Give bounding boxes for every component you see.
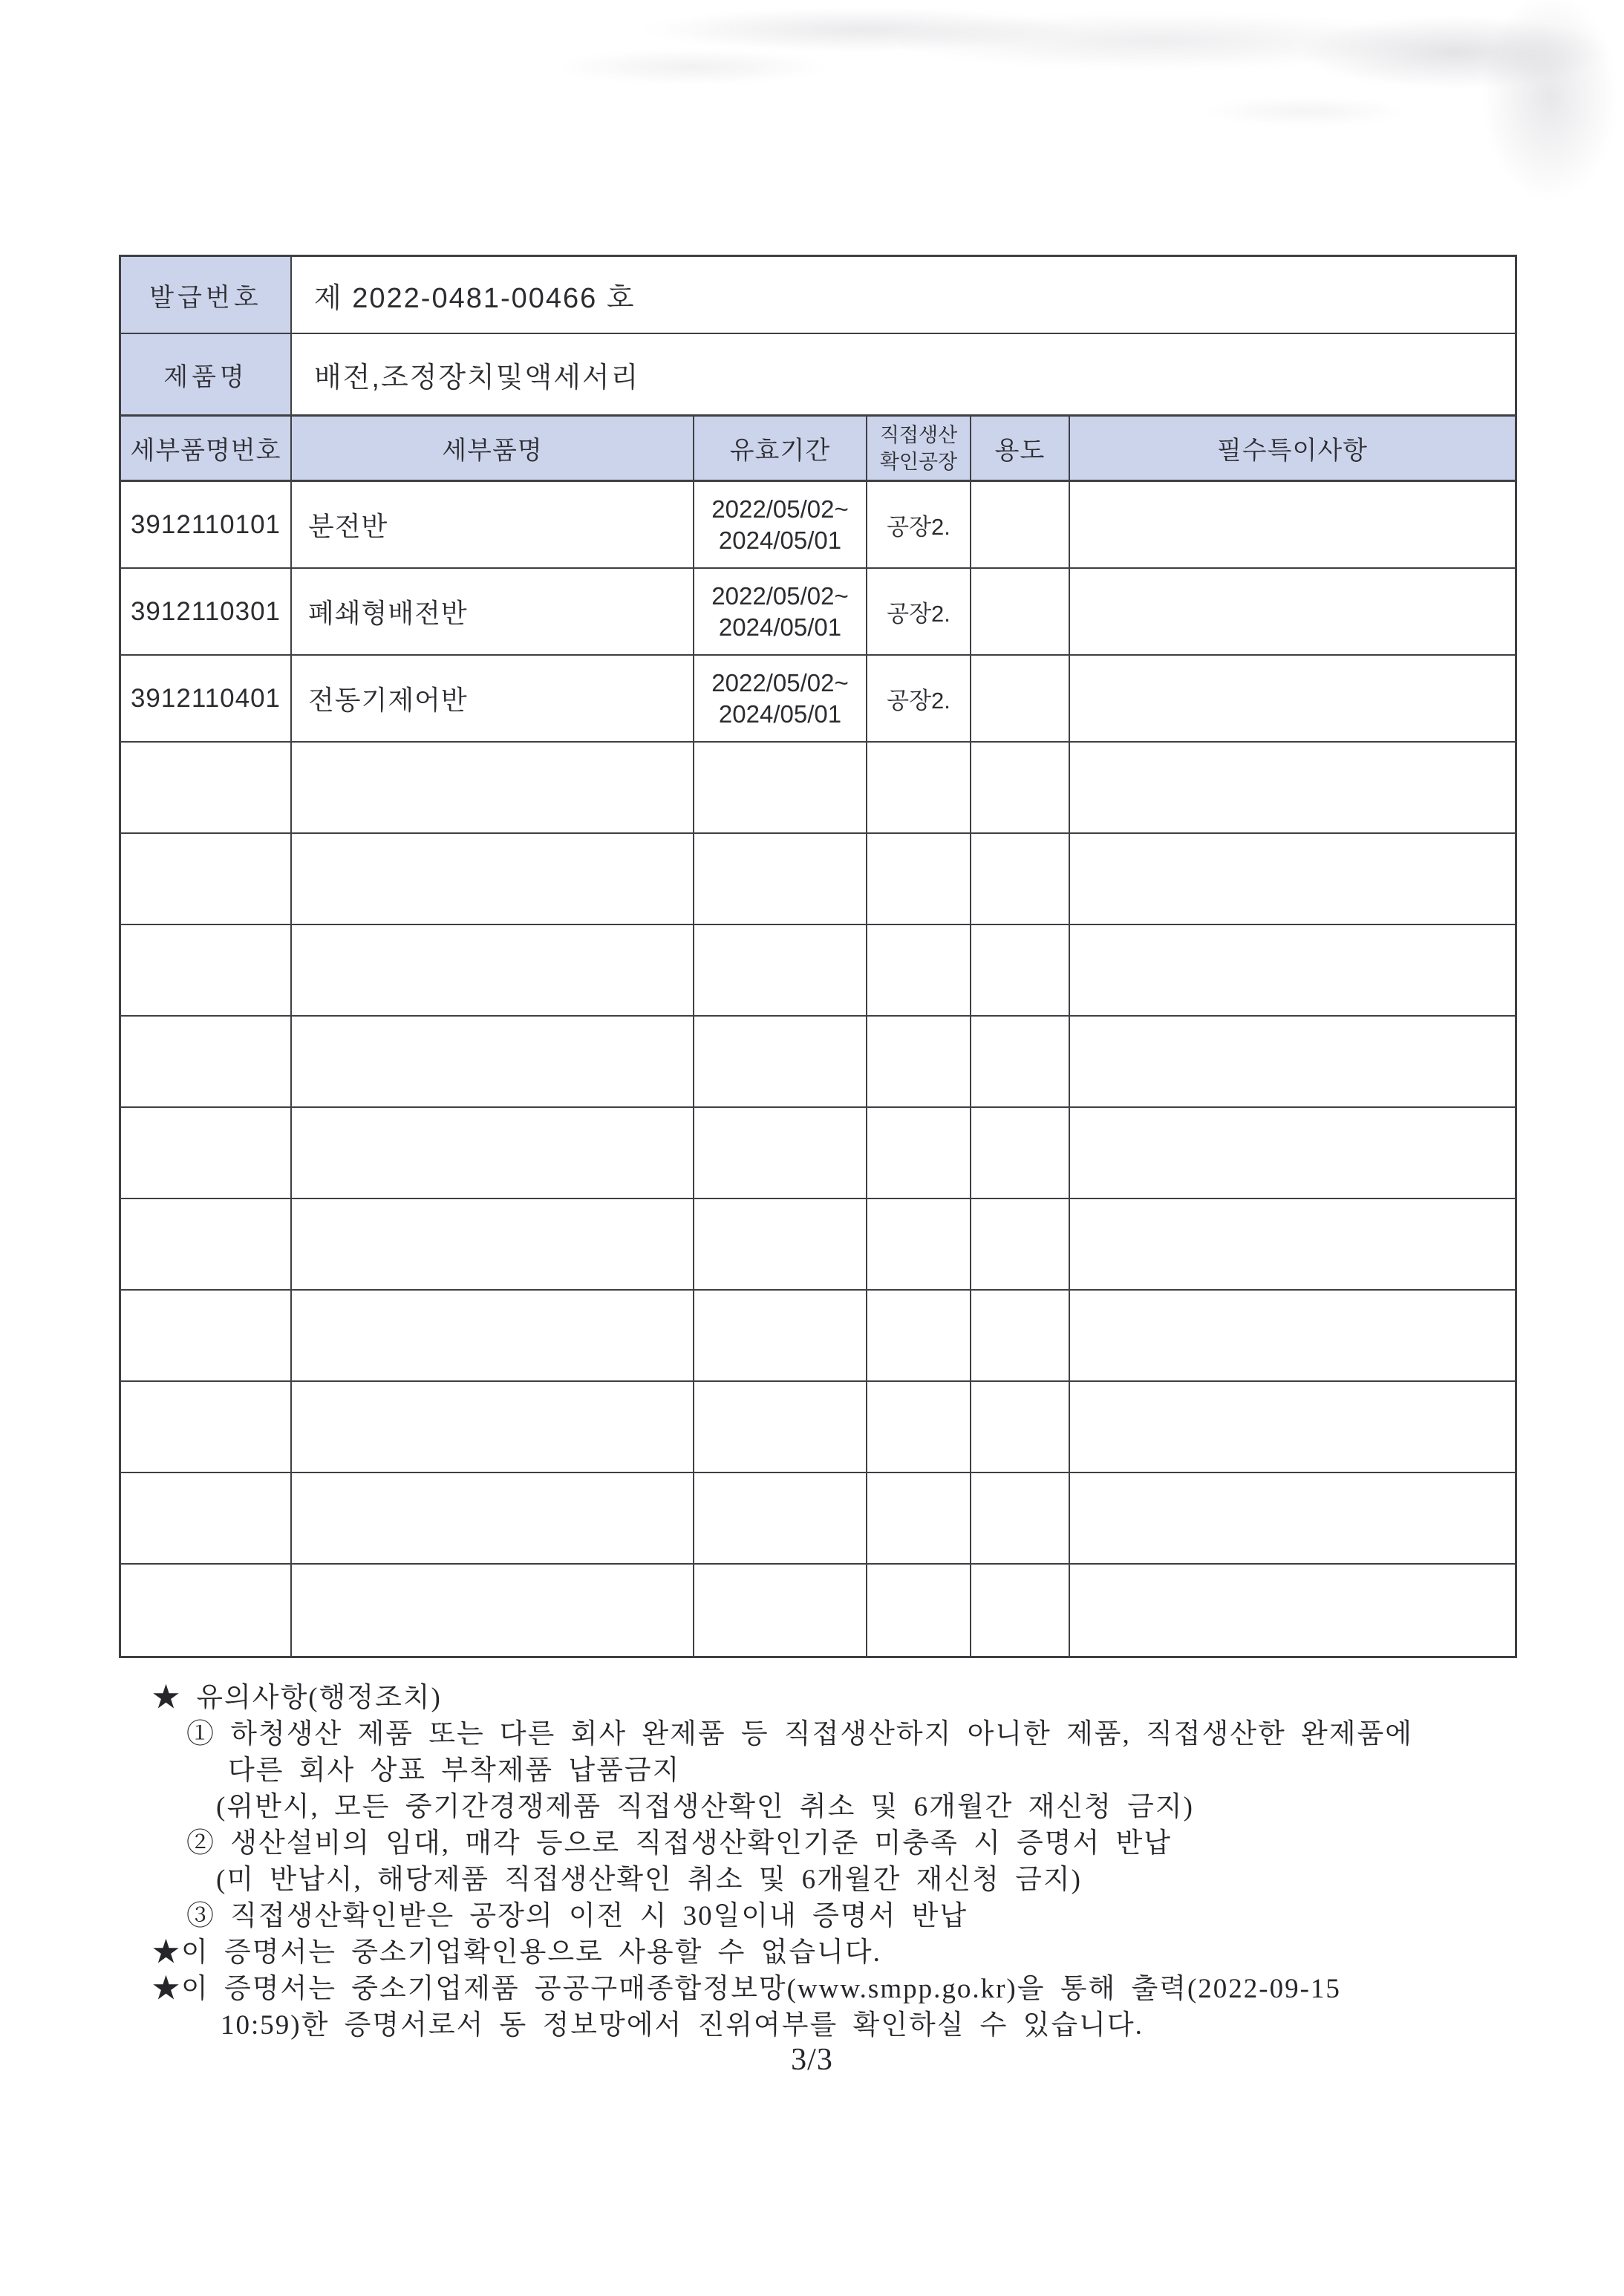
empty-cell: [121, 1382, 292, 1473]
empty-cell: [694, 1565, 867, 1656]
empty-cell: [971, 1199, 1070, 1291]
empty-cell: [1070, 1017, 1515, 1108]
empty-cell: [971, 925, 1070, 1017]
page-number: 3/3: [791, 2043, 833, 2077]
issue-number-label-cell: [121, 257, 292, 334]
table-row-empty: [121, 834, 1515, 925]
row-period-from: 2022/05/02~: [711, 495, 849, 523]
empty-cell: [867, 1565, 971, 1656]
row-period: [711, 494, 848, 556]
table-row-empty: [121, 1108, 1515, 1199]
empty-cell: [971, 743, 1070, 834]
header-notes-cell: [1070, 417, 1515, 482]
table-row-empty: [121, 925, 1515, 1017]
notice-line: (위반시, 모든 중기간경쟁제품 직접생산확인 취소 및 6개월간 재신청 금지): [216, 1792, 1194, 1822]
product-name-label: 제품명: [163, 362, 248, 391]
header-name: 세부품명: [442, 437, 543, 465]
table-row: [121, 569, 1515, 656]
empty-cell: [867, 1473, 971, 1565]
empty-cell: [1070, 1291, 1515, 1382]
row-period-from: 2022/05/02~: [711, 581, 849, 610]
empty-cell: [971, 1108, 1070, 1199]
header-factory: [880, 422, 957, 475]
row-name-cell: [292, 482, 694, 569]
row-code: 3912110401: [130, 683, 281, 713]
notices-block: [152, 1680, 1548, 2044]
table-row-empty: [121, 1565, 1515, 1656]
row-code: 3912110101: [130, 509, 281, 539]
empty-cell: [292, 1291, 694, 1382]
product-name-value-cell: [292, 334, 1515, 417]
issue-number-row: [121, 257, 1515, 334]
empty-cell: [971, 834, 1070, 925]
empty-cell: [867, 1199, 971, 1291]
row-name: 전동기제어반: [308, 685, 468, 715]
header-notes: 필수특이사항: [1216, 437, 1369, 465]
empty-cell: [694, 1199, 867, 1291]
row-notes-cell: [1070, 482, 1515, 569]
notice-line: ① 하청생산 제품 또는 다른 회사 완제품 등 직접생산하지 아니한 제품, 직접생산한 완제품에: [186, 1719, 1413, 1749]
empty-cell: [1070, 925, 1515, 1017]
empty-cell: [694, 1473, 867, 1565]
empty-cell: [292, 1108, 694, 1199]
notice-line: ③ 직접생산확인받은 공장의 이전 시 30일이내 증명서 반납: [186, 1901, 968, 1931]
certificate-table: [119, 255, 1517, 1658]
empty-cell: [971, 1473, 1070, 1565]
row-code-cell: [121, 656, 292, 743]
table-row: [121, 482, 1515, 569]
empty-cell: [694, 1017, 867, 1108]
empty-cell: [1070, 1382, 1515, 1473]
row-name: 분전반: [308, 511, 388, 541]
empty-cell: [1070, 834, 1515, 925]
empty-cell: [292, 834, 694, 925]
empty-cell: [292, 1017, 694, 1108]
empty-cell: [694, 1291, 867, 1382]
empty-cell: [867, 1382, 971, 1473]
empty-cell: [1070, 1565, 1515, 1656]
empty-cell: [694, 1108, 867, 1199]
empty-cell: [121, 743, 292, 834]
empty-cell: [121, 1108, 292, 1199]
row-period: [711, 581, 848, 643]
empty-cell: [292, 743, 694, 834]
empty-cell: [867, 925, 971, 1017]
empty-cell: [121, 1199, 292, 1291]
empty-cell: [292, 1565, 694, 1656]
row-period-from: 2022/05/02~: [711, 668, 849, 697]
empty-cell: [694, 925, 867, 1017]
table-row-empty: [121, 1291, 1515, 1382]
empty-cell: [971, 1565, 1070, 1656]
empty-rows: [121, 743, 1515, 1656]
scanner-noise-artifact: [564, 0, 1624, 208]
header-name-cell: [292, 417, 694, 482]
empty-cell: [121, 925, 292, 1017]
empty-cell: [292, 1382, 694, 1473]
empty-cell: [292, 1473, 694, 1565]
empty-cell: [1070, 743, 1515, 834]
empty-cell: [121, 834, 292, 925]
empty-cell: [971, 1017, 1070, 1108]
row-factory-cell: [867, 656, 971, 743]
row-name: 폐쇄형배전반: [308, 598, 468, 628]
row-code-cell: [121, 569, 292, 656]
notice-line: (미 반납시, 해당제품 직접생산확인 취소 및 6개월간 재신청 금지): [216, 1865, 1082, 1895]
row-factory-cell: [867, 482, 971, 569]
empty-cell: [694, 834, 867, 925]
table-row-empty: [121, 1199, 1515, 1291]
empty-cell: [292, 925, 694, 1017]
row-notes-cell: [1070, 656, 1515, 743]
row-code: 3912110301: [130, 596, 281, 626]
header-factory-line2: 확인공장: [879, 450, 958, 473]
empty-cell: [971, 1382, 1070, 1473]
empty-cell: [121, 1473, 292, 1565]
empty-cell: [867, 834, 971, 925]
empty-cell: [694, 1382, 867, 1473]
row-period-cell: [694, 656, 867, 743]
empty-cell: [867, 1017, 971, 1108]
issue-number-value: 제 2022-0481-00466 호: [314, 282, 636, 314]
issue-number-label: 발급번호: [149, 283, 262, 312]
row-period-cell: [694, 482, 867, 569]
row-factory: 공장2.: [887, 601, 950, 627]
notice-line: 10:59)한 증명서로서 동 정보망에서 진위여부를 확인하실 수 있습니다.: [221, 2010, 1144, 2041]
empty-cell: [121, 1291, 292, 1382]
empty-cell: [867, 1108, 971, 1199]
empty-cell: [1070, 1108, 1515, 1199]
row-usage-cell: [971, 482, 1070, 569]
product-name-row: [121, 334, 1515, 417]
header-usage-cell: [971, 417, 1070, 482]
empty-cell: [694, 743, 867, 834]
row-period: [711, 668, 848, 730]
header-usage: 용도: [994, 437, 1046, 465]
empty-cell: [867, 1291, 971, 1382]
notice-line: 다른 회사 상표 부착제품 납품금지: [228, 1755, 681, 1786]
empty-cell: [971, 1291, 1070, 1382]
row-usage-cell: [971, 656, 1070, 743]
header-code: 세부품명번호: [130, 437, 281, 465]
table-row-empty: [121, 1473, 1515, 1565]
empty-cell: [292, 1199, 694, 1291]
notice-line: ★ 유의사항(행정조치): [152, 1683, 442, 1713]
notice-line: ★이 증명서는 중소기업확인용으로 사용할 수 없습니다.: [152, 1937, 881, 1968]
row-period-to: 2024/05/01: [718, 613, 842, 641]
row-factory-cell: [867, 569, 971, 656]
row-name-cell: [292, 569, 694, 656]
header-period: 유효기간: [729, 437, 831, 465]
empty-cell: [867, 743, 971, 834]
empty-cell: [1070, 1473, 1515, 1565]
header-factory-line1: 직접생산: [879, 423, 958, 446]
product-name-label-cell: [121, 334, 292, 417]
product-name-value: 배전,조정장치및액세서리: [314, 362, 640, 394]
empty-cell: [1070, 1199, 1515, 1291]
table-row-empty: [121, 1382, 1515, 1473]
table-row-empty: [121, 743, 1515, 834]
header-period-cell: [694, 417, 867, 482]
row-name-cell: [292, 656, 694, 743]
row-factory: 공장2.: [887, 688, 950, 714]
row-code-cell: [121, 482, 292, 569]
row-notes-cell: [1070, 569, 1515, 656]
header-factory-cell: [867, 417, 971, 482]
row-factory: 공장2.: [887, 514, 950, 540]
table-header-row: [121, 417, 1515, 482]
row-period-to: 2024/05/01: [718, 699, 842, 728]
row-period-cell: [694, 569, 867, 656]
header-code-cell: [121, 417, 292, 482]
table-row-empty: [121, 1017, 1515, 1108]
row-usage-cell: [971, 569, 1070, 656]
table-row: [121, 656, 1515, 743]
empty-cell: [121, 1017, 292, 1108]
empty-cell: [121, 1565, 292, 1656]
notice-line: ★이 증명서는 중소기업제품 공공구매종합정보망(www.smpp.go.kr)을 통해 출력(2022-09-15: [152, 1974, 1341, 2004]
issue-number-value-cell: [292, 257, 1515, 334]
row-period-to: 2024/05/01: [718, 526, 842, 554]
notice-line: ② 생산설비의 임대, 매각 등으로 직접생산확인기준 미충족 시 증명서 반납: [186, 1828, 1173, 1859]
